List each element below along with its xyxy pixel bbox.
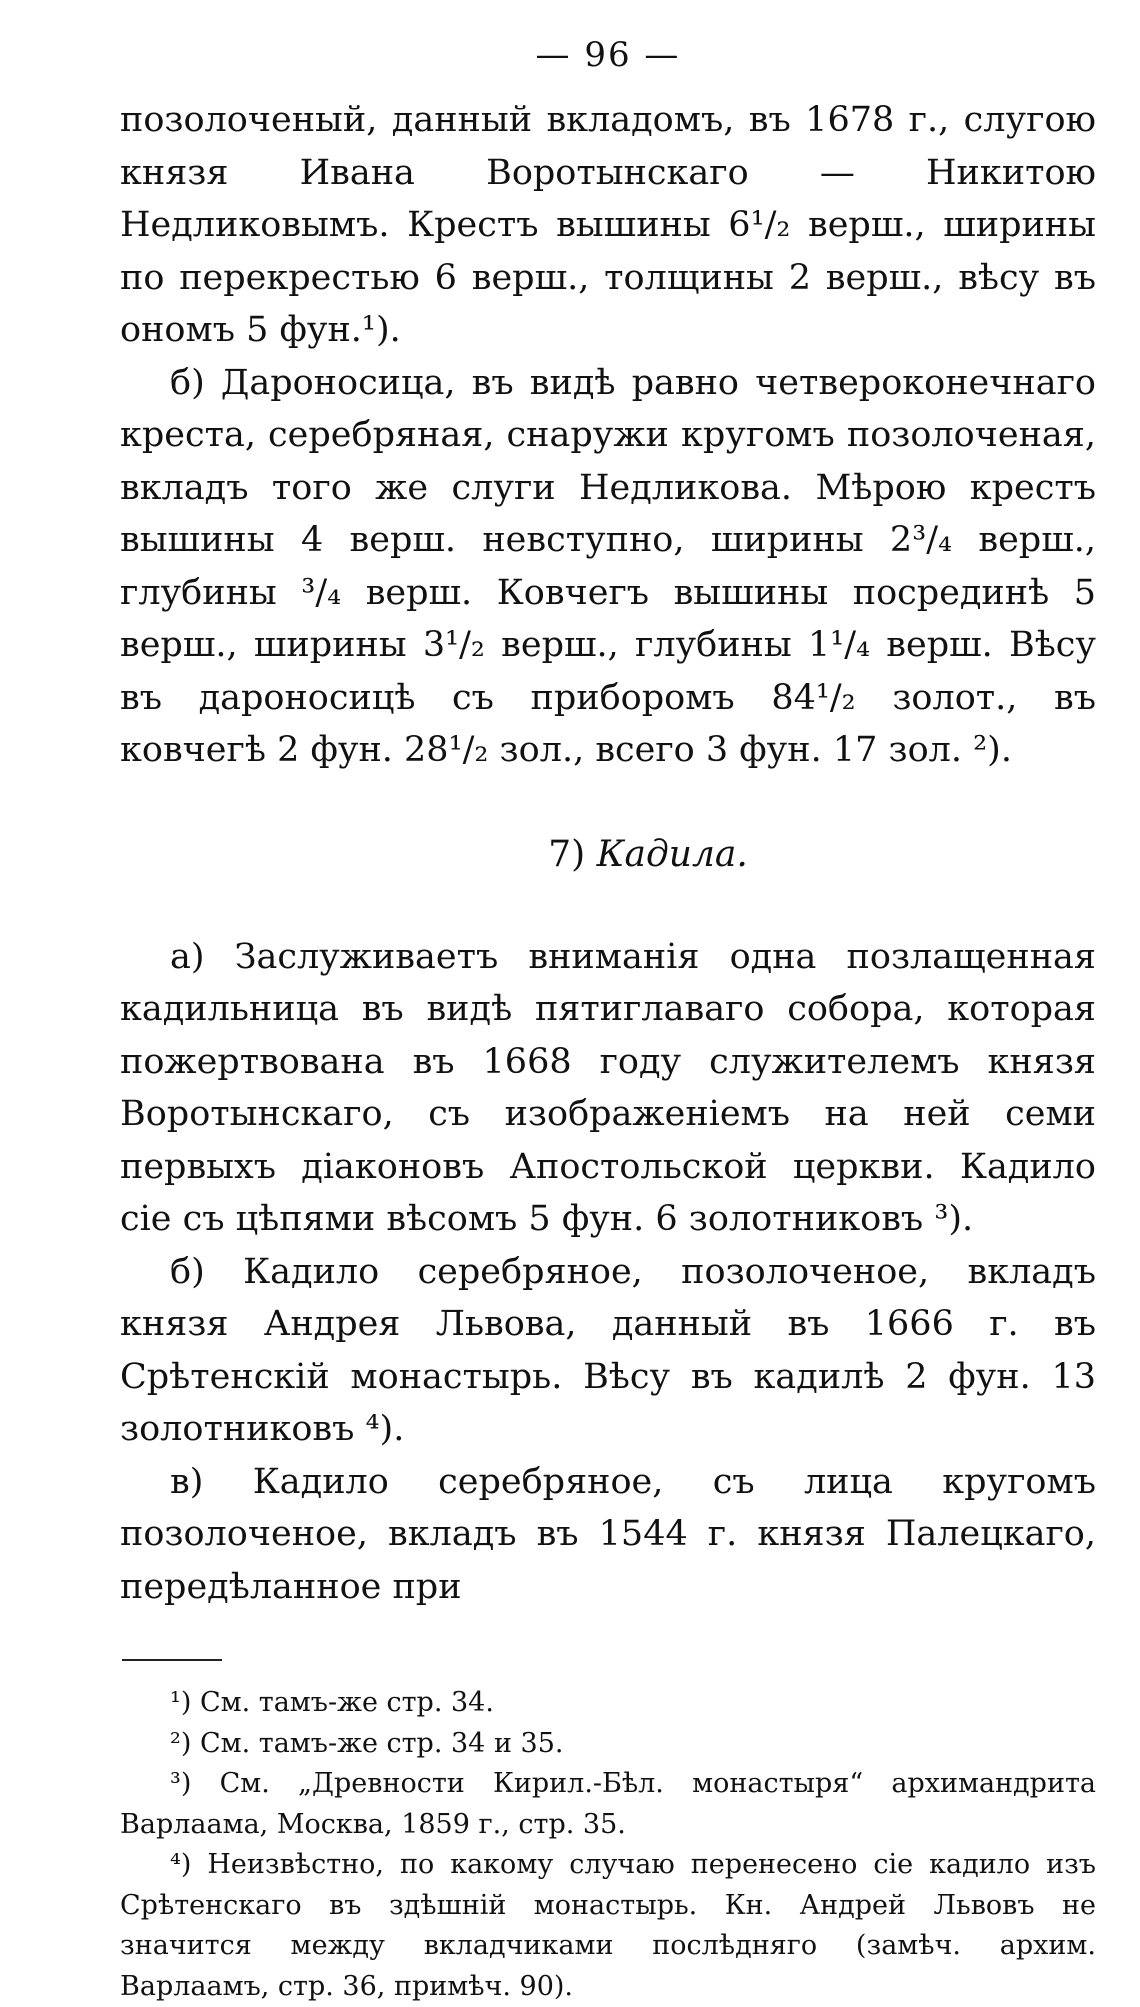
paragraph-daronositsa: б) Дароносица, въ видѣ равно четвероконечнаго креста, серебряная, снаружи кругомъ позолоченая, вкладъ того же слуги Недликова. Мѣрою крестъ вышины 4 верш. невступно, ширины 2³/₄ верш., глубины ³/₄ верш. Ковчегъ вышины посрединѣ 5 верш., ширины 3¹/₂ верш., глубины 1¹/₄ верш. Вѣсу въ дароносицѣ съ приборомъ 84¹/₂ золот., въ ковчегѣ 2 фун. 28¹/₂ зол., всего 3 фун. 17 зол. ²). [120,362,1096,770]
footnote-3: ³) См. „Древности Кирил.-Бѣл. монастыря“ архимандрита Варлаама, Москва, 1859 г., стр. 35. [120,1768,1096,1840]
page-number: — 96 — [535,35,681,75]
paragraph-kadilo-a: а) Заслуживаетъ вниманія одна позлащенная кадильница въ видѣ пятиглаваго собора, которая пожертвована въ 1668 году служителемъ князя Воротынскаго, съ изображеніемъ на ней семи первыхъ діаконовъ Апостольской церкви. Кадило сіе съ цѣпями вѣсомъ 5 фун. 6 золотниковъ ³). [120,936,1096,1239]
footnote-divider [122,1659,222,1661]
footnote-2: ²) См. тамъ-же стр. 34 и 35. [170,1727,564,1759]
footnote-1: ¹) См. тамъ-же стр. 34. [170,1687,494,1718]
paragraph-continuation: позолоченый, данный вкладомъ, въ 1678 г., слугою князя Ивана Воротынскаго — Никитою Недликовымъ. Крестъ вышины 6¹/₂ верш., ширины по перекрестью 6 верш., толщины 2 верш., вѣсу въ ономъ 5 фун.¹). [120,100,1096,350]
paragraph-kadilo-b: б) Кадило серебряное, позолоченое, вкладъ князя Андрея Львова, данный въ 1666 г. въ Срѣтенскій монастырь. Вѣсу въ кадилѣ 2 фун. 13 золотниковъ ⁴). [120,1251,1096,1449]
paragraph-kadilo-v: в) Кадило серебряное, съ лица кругомъ позолоченое, вкладъ въ 1544 г. князя Палецкаго, передѣланное при [120,1461,1096,1607]
section-number: 7) [548,833,586,875]
section-heading [120,829,1096,881]
section-title: Кадила. [596,833,748,875]
book-page [120,30,1096,2002]
footnote-4: ⁴) Неизвѣстно, по какому случаю перенесено сіе кадило изъ Срѣтенскаго въ здѣшній монастырь. Кн. Андрей Львовъ не значится между вкладчиками послѣдняго (замѣч. архим. Варлаамъ, стр. 36, примѣч. 90). [120,1849,1096,2002]
